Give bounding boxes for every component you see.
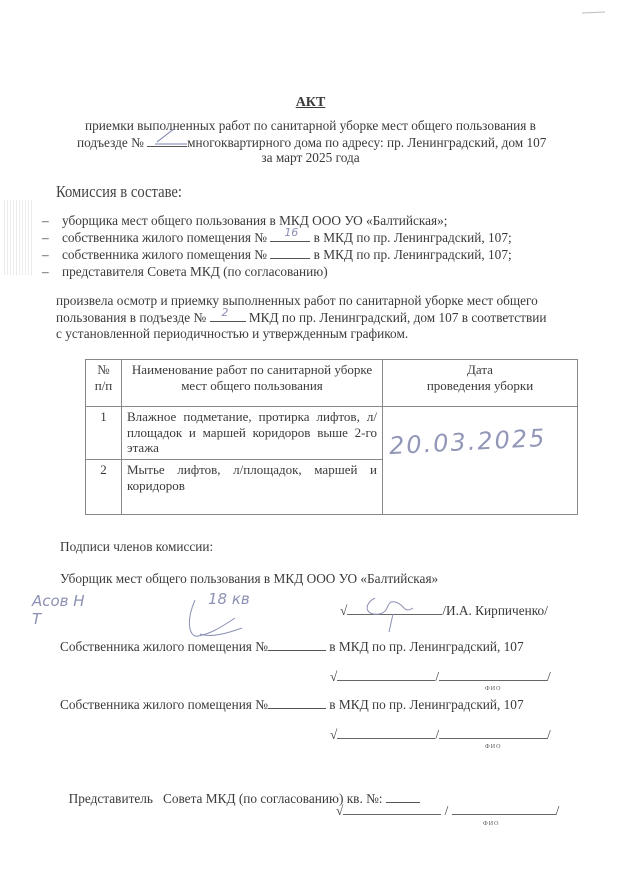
owner-2-signature-row: √ / / [330,727,551,742]
owner-1-signature-row: √ / / [330,669,551,684]
document-title: АКТ [295,95,326,110]
owner-1-apartment-field [268,638,326,651]
fio-line [439,728,547,739]
owner-1-label: Собственника жилого помещения № в МКД по пр. Ленинградский, 107 [60,639,524,654]
row-number: 1 [86,407,122,460]
fio-line [439,670,547,681]
inspection-paragraph: произвела осмотр и приемку выполненных работ по санитарной уборке мест общего пользования в подъезде № 2 МКД по пр. Ленинградский, дом 107 в соответствии с установленной периодичностью и утвержденным графиком. [56,293,547,341]
scan-noise [4,200,34,275]
subtitle-line-3: за март 2025 года [261,150,360,165]
members-list [42,212,512,280]
scan-mark [580,8,610,18]
owner-2-label: Собственника жилого помещения № в МКД по пр. Ленинградский, 107 [60,697,524,712]
handwritten-note: Асов Н Т [32,592,85,628]
handwritten-date: 20.03.2025 [388,423,548,461]
cleaner-name: /И.А. Кирпиченко/ [442,603,548,618]
fio-caption: ФИО [483,821,500,827]
table-header-row [86,360,578,407]
subtitle-line-2: подъезде № многоквартирного дома по адресу: пр. Ленинградский, дом 107 [77,134,621,151]
council-rep-signature-row: √ / / [336,803,560,818]
commission-heading: Комиссия в составе: [56,182,182,201]
row-number: 2 [86,460,122,515]
apartment-number-field [270,246,310,259]
row-work: Мытье лифтов, л/площадок, маршей и коридоров [122,460,383,515]
member-item: – собственника жилого помещения № в МКД по пр. Ленинградский, 107; [42,247,512,262]
cleaner-label: Уборщик мест общего пользования в МКД ООО УО «Балтийская» [60,571,439,586]
cleaner-signature-row: √ /И.А. Кирпиченко/ [340,603,548,618]
signatures-heading: Подписи членов комиссии: [60,539,214,554]
member-item: – собственника жилого помещения № 16 в МКД по пр. Ленинградский, 107; [42,226,512,245]
council-rep-label: Представитель Совета МКД (по согласованию) кв. №: [62,774,420,806]
fio-line [452,804,556,815]
signature-line [337,728,435,739]
apartment-number-field: 16 [270,229,310,242]
member-item: – представителя Совета МКД (по согласованию) [42,264,328,279]
member-item: – уборщика мест общего пользования в МКД ООО УО «Балтийская»; [42,213,448,228]
signature-scribble [180,598,250,643]
fio-caption: ФИО [485,686,502,692]
row-work: Влажное подметание, протирка лифтов, л/площадок и маршей коридоров выше 2-го этажа [122,407,383,460]
table-row [86,407,578,460]
council-rep-apartment-field [386,790,420,803]
handwritten-apartment: 18 кв [208,590,250,608]
entrance-number-field: 2 [210,309,246,322]
signature-line [337,670,435,681]
signature-line [343,804,441,815]
header-date: Дата проведения уборки [383,360,578,407]
owner-2-apartment-field [268,696,326,709]
header-number: № п/п [86,360,122,407]
entrance-number-field [147,134,187,147]
handwritten-entrance-number [149,126,187,148]
works-table [85,359,578,515]
date-cell [383,407,578,515]
fio-caption: ФИО [485,744,502,750]
subtitle-line-1: приемки выполненных работ по санитарной уборке мест общего пользования в [85,118,536,133]
header-work-name: Наименование работ по санитарной уборке мест общего пользования [122,360,383,407]
cleaner-signature [355,590,425,635]
